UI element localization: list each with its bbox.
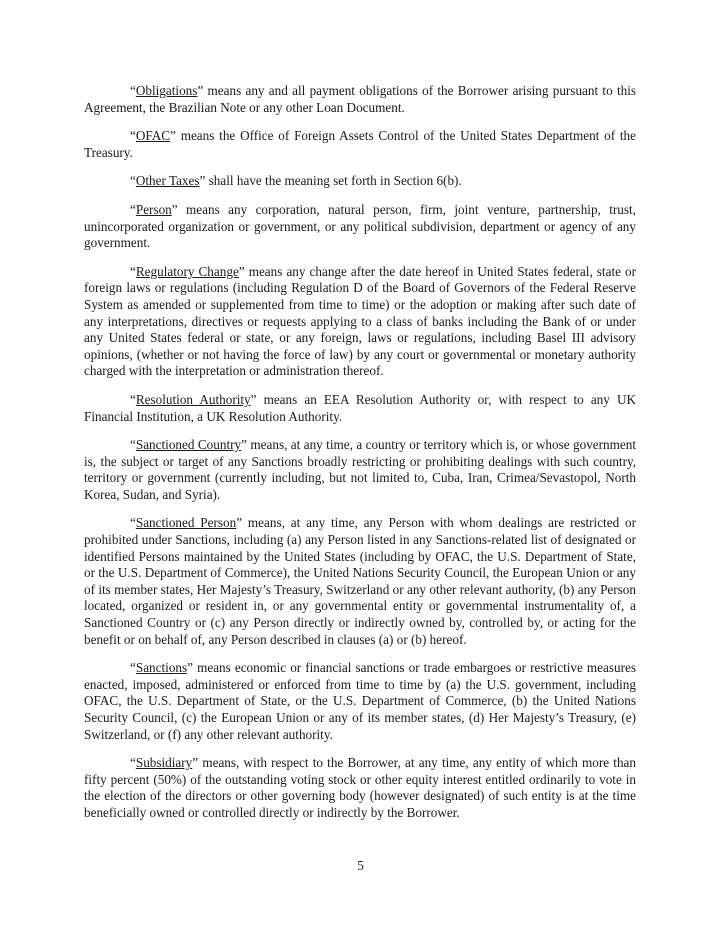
defined-term: Obligations [135,83,198,98]
open-quote: “ [130,201,136,217]
definition-paragraph [84,392,636,425]
open-quote: “ [130,83,136,98]
defined-term: Person [135,201,172,217]
defined-term: Sanctioned Person [135,515,237,531]
definition-paragraph [84,660,636,743]
defined-term: Sanctioned Country [135,437,242,453]
definition-body: ” means, at any time, any Person with whom dealings are restricted or prohibited under Sanctions, including (a) any Person listed in any Sanctions-related list of designated or identified Persons maintained by the United States (including by OFAC, the U.S. Department of State, or the U.S. Department of Commerce), the United Nations Security Council, the European Union or any of its member states, Her Majesty’s Treasury, Switzerland or any other relevant authority, (b) any Person located, organized or resident in, or any governmental entity or governmental instrumentality of, a Sanctioned Country or (c) any Person directly or indirectly owned by, controlled by, or acting for the benefit or on behalf of, any Person described in clauses (a) or (b) hereof. [84,515,637,647]
definition-paragraph [84,755,636,821]
definition-body: ” means, with respect to the Borrower, at any time, any entity of which more than fifty percent (50%) of the outstanding voting stock or other equity interest entitled ordinarily to vote in the election of the directors or other governing body (however designated) of such entity is at the time beneficially owned or controlled directly or indirectly by the Borrower. [84,755,636,820]
defined-term: Regulatory Change [135,263,239,279]
defined-term: Other Taxes [135,173,200,189]
open-quote: “ [130,173,136,189]
definition-paragraph [84,264,636,380]
open-quote: “ [130,755,136,771]
definition-body: ” means any corporation, natural person, firm, joint venture, partnership, trust, unincorporated organization or government, or any political subdivision, department or agency of any government. [84,201,636,251]
definition-paragraph [84,437,636,503]
definition-paragraph [84,173,636,190]
open-quote: “ [130,391,136,407]
defined-term: Sanctions [135,660,188,676]
definition-paragraph [84,128,636,161]
page-number: 5 [357,858,364,873]
open-quote: “ [130,515,136,531]
definition-body: ” shall have the meaning set forth in Section 6(b). [199,173,462,189]
definition-body: ” means economic or financial sanctions or trade embargoes or restrictive measures enacted, imposed, administered or enforced from time to time by (a) the U.S. government, including OFAC, the U.S. Department of State, or the U.S. Department of Commerce, (b) the United Nations Security Council, (c) the European Union or any of its member states, (d) Her Majesty’s Treasury, (e) Switzerland, or (f) any other relevant authority. [84,660,636,742]
definitions-section [84,83,636,834]
open-quote: “ [130,263,136,279]
definition-body: ” means the Office of Foreign Assets Control of the United States Department of the Treasury. [84,128,636,160]
definition-body: ” means, at any time, a country or territory which is, or whose government is, the subject or target of any Sanctions broadly restricting or prohibiting dealings with such country, territory or government (currently including, but not limited to, Cuba, Iran, Crimea/Sevastopol, North Korea, Sudan, and Syria). [84,437,636,502]
defined-term: Resolution Authority [135,391,251,407]
definition-body: ” means any change after the date hereof in United States federal, state or foreign laws or regulations (including Regulation D of the Board of Governors of the Federal Reserve System as amended or supplemented from time to time) or the adoption or making after such date of any interpretations, directives or requests applying to a class of banks including the Bank of or under any United States federal or state, or any foreign, laws or regulations, including Basel III advisory opinions, (whether or not having the force of law) by any court or governmental or monetary authority charged with the interpretation or administration thereof. [84,263,636,379]
definition-body: ” means an EEA Resolution Authority or, with respect to any UK Financial Institution, a UK Resolution Authority. [84,391,636,424]
defined-term: OFAC [135,128,171,144]
defined-term: Subsidiary [135,755,193,771]
definition-paragraph [84,515,636,648]
open-quote: “ [130,437,136,453]
open-quote: “ [130,660,136,676]
definition-body: ” means any and all payment obligations of the Borrower arising pursuant to this Agreement, the Brazilian Note or any other Loan Document. [84,83,636,115]
open-quote: “ [130,128,136,144]
definition-paragraph [84,83,636,116]
definition-paragraph [84,202,636,252]
